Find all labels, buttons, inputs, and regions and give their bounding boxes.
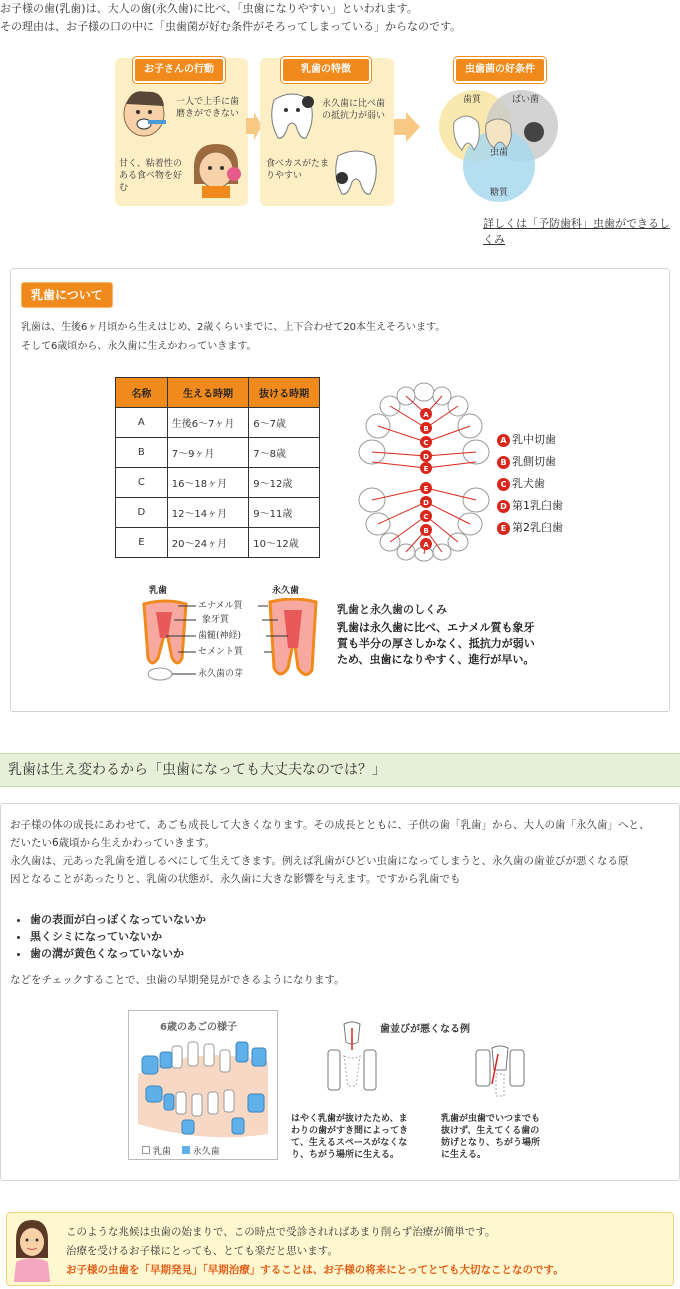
venn-label-bacteria: ばい菌 (512, 95, 540, 105)
legend-label-b: 乳側切歯 (512, 455, 556, 468)
table-cell: 7〜8歳 (249, 438, 320, 468)
bottom-line-1: このような兆候は虫歯の始まりで、この時点で受診されればあまり削らず治療が簡単です。 (66, 1226, 496, 1238)
list-item: • 歯の溝が黄色くなっていないか (30, 945, 206, 962)
table-cell: 9〜11歳 (249, 498, 320, 528)
svg-text:C: C (423, 439, 429, 447)
table-row (116, 438, 320, 468)
table-cell: 生後6〜7ヶ月 (167, 408, 249, 438)
table-cell: 9〜12歳 (249, 468, 320, 498)
marker-d: D (497, 500, 510, 513)
legend-baby-swatch (142, 1146, 150, 1154)
about-text-2: そして6歳頃から、永久歯に生えかわっていきます。 (21, 341, 257, 352)
marker-e: E (497, 522, 510, 535)
table-cell: A (116, 408, 168, 438)
marker-c: C (497, 478, 510, 491)
bad-alignment-title: 歯並びが悪くなる例 (380, 1024, 470, 1035)
table-cell: 7〜9ヶ月 (167, 438, 249, 468)
structure-desc-1: 乳歯は永久歯に比べ、エナメル質も象牙 (337, 621, 535, 634)
part-enamel: エナメル質 (198, 601, 243, 611)
table-cell: E (116, 528, 168, 558)
structure-desc-3: ため、虫歯になりやすく、進行が早い。 (337, 653, 535, 666)
case2-line-3: 妨げとなり、ちがう場所 (441, 1138, 541, 1148)
eruption-table (115, 377, 320, 558)
bacteria-conditions-tag: 虫歯菌の好条件 (454, 57, 546, 83)
legend-item-d (497, 495, 587, 517)
baby-teeth-text-2: 食べカスがたまりやすい (266, 159, 330, 181)
legend-item-c (497, 473, 587, 495)
svg-text:B: B (423, 425, 429, 433)
structure-baby-label: 乳歯 (149, 586, 168, 596)
structure-title: 乳歯と永久歯のしくみ (337, 603, 447, 616)
intro-line-2: その理由は、お子様の口の中に「虫歯菌が好む条件がそろってしまっている」からなのです。 (0, 20, 462, 33)
table-header-erupt: 生える時期 (167, 378, 249, 408)
table-row (116, 528, 320, 558)
list-item: • 黒くシミになっていないか (30, 928, 206, 945)
jaw-illustration (136, 1034, 270, 1140)
legend-baby-label: 乳歯 (152, 1147, 171, 1157)
legend-item-b (497, 451, 587, 473)
marker-a: A (497, 434, 510, 447)
preventive-dentistry-link[interactable]: 詳しくは「予防歯科」虫歯ができるしくみ (483, 217, 670, 246)
case1-line-4: り、ちがう場所に生える。 (291, 1150, 400, 1160)
check-list (10, 911, 206, 962)
dental-arch-diagram (358, 382, 490, 562)
retained-tooth-illustration (470, 1044, 530, 1098)
case1-text (291, 1113, 408, 1161)
child-action-tag: お子さんの行動 (133, 57, 225, 83)
case2-text (441, 1113, 540, 1161)
table-cell: 6〜7歳 (249, 408, 320, 438)
legend-label-a: 乳中切歯 (512, 433, 556, 446)
table-cell: C (116, 468, 168, 498)
table-header-name: 名称 (116, 378, 168, 408)
table-cell: 12〜14ヶ月 (167, 498, 249, 528)
svg-text:B: B (423, 527, 429, 535)
part-dentin: 象牙質 (202, 615, 230, 625)
case2-line-4: に生える。 (441, 1150, 487, 1160)
sad-tooth-illustration (266, 90, 318, 142)
child-brushing-illustration (118, 84, 172, 146)
case1-line-2: わりの歯がすき間によってき (291, 1126, 409, 1136)
arrow-right-icon (394, 112, 420, 142)
svg-text:D: D (423, 453, 429, 461)
bottom-line-3: お子様の虫歯を「早期発見」「早期治療」することは、お子様の将来にとってとても大切なことなのです。 (66, 1264, 564, 1276)
table-header-shed: 抜ける時期 (249, 378, 320, 408)
part-germ: 永久歯の芽 (198, 669, 244, 679)
nurse-illustration (12, 1218, 52, 1282)
table-cell: B (116, 438, 168, 468)
venn-label-sugar: 糖質 (490, 188, 509, 198)
list-item: • 歯の表面が白っぽくなっていないか (30, 911, 206, 928)
part-cementum: セメント質 (198, 647, 244, 657)
legend-label-c: 乳犬歯 (512, 477, 545, 490)
jaw-title: 6歳のあごの様子 (160, 1022, 237, 1033)
table-cell: 16〜18ヶ月 (167, 468, 249, 498)
svg-text:A: A (423, 411, 429, 419)
table-row (116, 468, 320, 498)
baby-teeth-tag: 乳歯の特徴 (281, 57, 371, 83)
intro-line-1: お子様の歯(乳歯)は、大人の歯(永久歯)に比べ、「虫歯になりやすい」といわれます。 (0, 2, 418, 15)
early-loss-illustration (322, 1020, 382, 1094)
case1-line-1: はやく乳歯が抜けたため、ま (291, 1114, 408, 1124)
svg-text:E: E (423, 485, 429, 493)
section2-p2: だいたい6歳頃から生えかわっていきます。 (10, 837, 216, 849)
baby-teeth-text-1: 永久歯に比べ歯の抵抗力が弱い (322, 99, 386, 121)
decayed-tooth-illustration (330, 148, 382, 198)
intro-text (0, 0, 680, 36)
structure-desc-2: 質も半分の厚さしかなく、抵抗力が弱い (337, 637, 535, 650)
section2-p1: お子様の体の成長にあわせて、あごも成長して大きくなります。その成長とともに、子供の歯「乳歯」から、大人の歯「永久歯」へと、 (10, 819, 650, 831)
svg-text:A: A (423, 541, 429, 549)
table-row (116, 498, 320, 528)
section2-p5: などをチェックすることで、虫歯の早期発見ができるようになります。 (10, 974, 345, 986)
bottom-line-2: 治療を受けるお子様にとっても、とても楽だと思います。 (66, 1245, 338, 1257)
venn-label-tooth: 歯質 (463, 95, 482, 105)
part-pulp: 歯髄(神経) (198, 631, 242, 641)
table-row (116, 408, 320, 438)
legend-item-a (497, 429, 587, 451)
table-header-row (116, 378, 320, 408)
section-heading: 乳歯は生え変わるから「虫歯になっても大丈夫なのでは？」 (0, 753, 680, 787)
child-action-text-2: 甘く、粘着性のある食べ物を好む (119, 159, 183, 193)
legend-perm-label: 永久歯 (192, 1147, 220, 1157)
legend-perm-swatch (182, 1146, 190, 1154)
section2-p4: 因となることがあったりと、乳歯の状態が、永久歯に大きな影響を与えます。ですから乳歯でも (10, 873, 461, 885)
case2-line-1: 乳歯が虫歯でいつまでも (441, 1114, 541, 1124)
svg-text:C: C (423, 513, 429, 521)
case2-line-2: 抜けず、生えてくる歯の (441, 1126, 540, 1136)
section2-p3: 永久歯は、元あった乳歯を道しるべにして生えてきます。例えば乳歯がひどい虫歯になってしまうと、永久歯の歯並びが悪くなる原 (10, 855, 629, 867)
venn-label-cavity: 虫歯 (490, 148, 509, 158)
child-eating-illustration (186, 140, 244, 200)
legend-label-e: 第2乳臼歯 (512, 521, 563, 534)
structure-description (337, 620, 535, 668)
jaw-legend (142, 1146, 220, 1158)
legend-item-e (497, 517, 587, 539)
child-action-text-1: 一人で上手に歯磨きができない (176, 97, 240, 119)
about-text-1: 乳歯は、生後6ヶ月頃から生えはじめ、2歳くらいまでに、上下合わせて20本生えそろいます。 (21, 322, 446, 333)
structure-perm-label: 永久歯 (272, 586, 300, 596)
marker-b: B (497, 456, 510, 469)
section2-paragraph (10, 816, 675, 888)
table-cell: 10〜12歳 (249, 528, 320, 558)
tooth-legend (497, 429, 587, 539)
legend-label-d: 第1乳臼歯 (512, 499, 563, 512)
svg-text:D: D (423, 499, 429, 507)
case1-line-3: て、生えるスペースがなくな (291, 1138, 408, 1148)
table-cell: 20〜24ヶ月 (167, 528, 249, 558)
about-baby-teeth-label: 乳歯について (21, 282, 113, 308)
svg-text:E: E (423, 465, 429, 473)
table-cell: D (116, 498, 168, 528)
